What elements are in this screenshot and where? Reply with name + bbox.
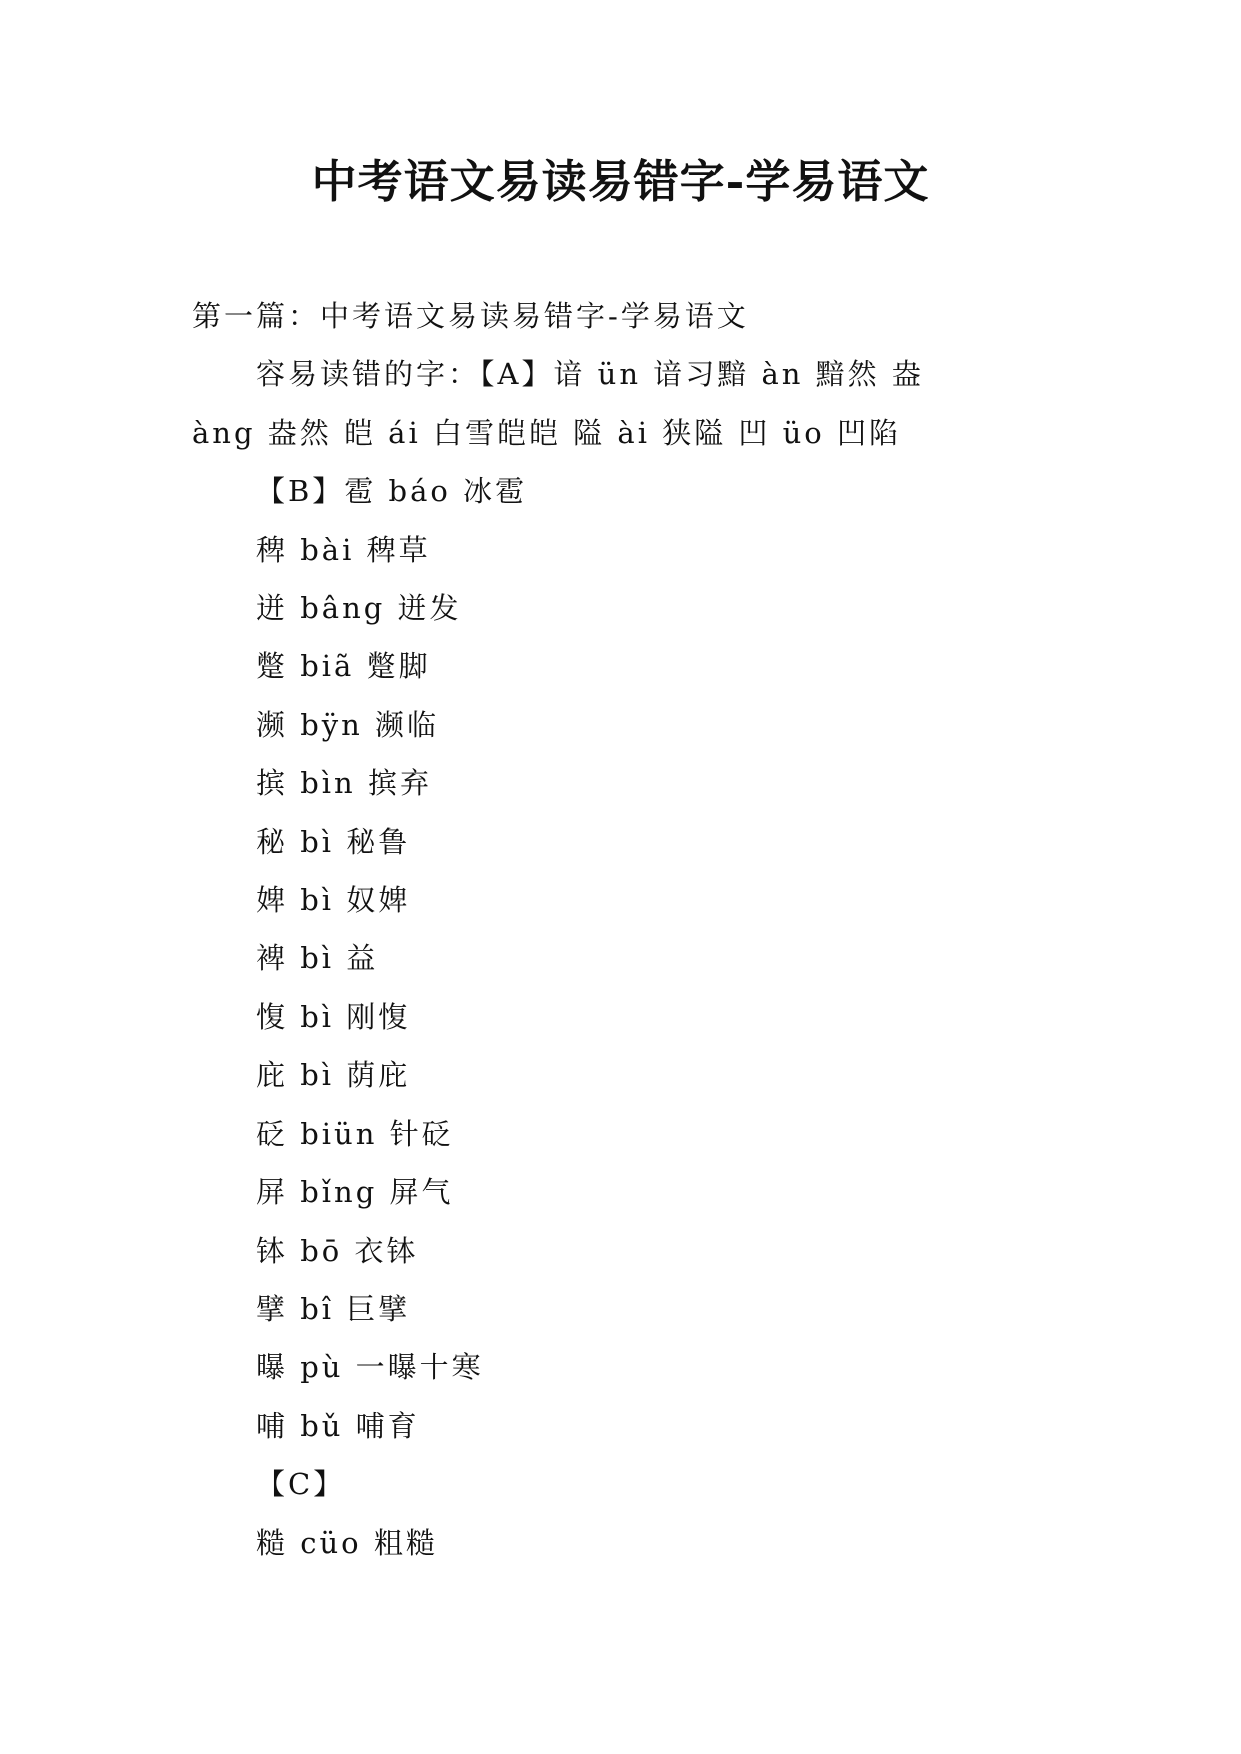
document-body [192,287,1062,1572]
word-entry: 婢 bì 奴婢 [256,883,411,918]
word-entry: 稗 bài 稗草 [256,532,431,567]
document-title: 中考语文易读易错字-学易语文 [311,155,930,208]
word-entry: 糙 cüo 粗糙 [256,1525,438,1560]
word-entry: 庇 bì 荫庇 [256,1058,411,1093]
intro-line: 容易读错的字：【A】谙 ün 谙习黯 àn 黯然 盎 [256,357,924,392]
word-entry: 曝 pù 一曝十寒 [256,1350,484,1385]
word-entry: 哺 bǔ 哺育 [256,1408,420,1443]
word-entry: 蹩 biã 蹩脚 [256,649,431,684]
entries-b-list [192,521,1062,1456]
section-heading: 第一篇：中考语文易读易错字-学易语文 [192,299,749,333]
word-entry: 钵 bō 衣钵 [256,1233,419,1268]
section-c-header: 【C】 [256,1467,346,1502]
word-entry: 濒 bÿn 濒临 [256,707,440,742]
word-entry: 摈 bìn 摈弃 [256,766,432,801]
intro-line-continued: àng 盎然 皑 ái 白雪皑皑 隘 ài 狭隘 凹 üo 凹陷 [192,415,901,450]
word-entry: 秘 bì 秘鲁 [256,824,411,859]
word-entry: 迸 bâng 迸发 [256,591,462,626]
word-entry: 砭 biün 针砭 [256,1116,454,1151]
word-entry: 擘 bî 巨擘 [256,1291,411,1326]
entries-c-list [192,1514,1062,1572]
word-entry: 愎 bì 刚愎 [256,999,411,1034]
word-entry: 屏 bǐng 屏气 [256,1175,454,1210]
word-entry: 裨 bì 益 [256,941,379,976]
section-b-header: 【B】雹 báo 冰雹 [256,474,528,509]
